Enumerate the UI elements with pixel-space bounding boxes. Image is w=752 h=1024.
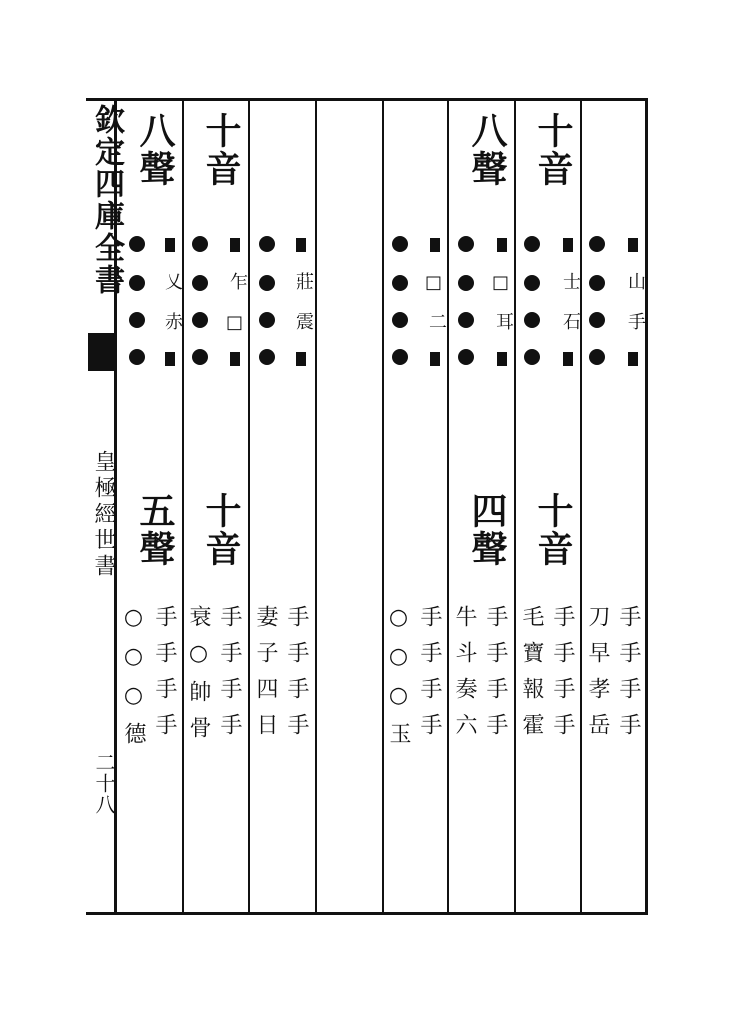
column-char: 耳	[493, 312, 514, 330]
column-row-primary: 手手手手	[550, 605, 575, 749]
dot-symbol	[524, 312, 540, 328]
column-head: 十音	[532, 112, 574, 188]
dot-symbol	[259, 349, 275, 365]
column-char: 莊	[293, 272, 314, 290]
column-divider	[382, 98, 384, 915]
dot-symbol	[192, 312, 208, 328]
dot-symbol	[259, 275, 275, 291]
block-symbol	[628, 352, 638, 366]
dot-symbol	[458, 236, 474, 252]
dot-symbol	[392, 275, 408, 291]
column-row-primary: 手手手手	[284, 605, 309, 749]
column-row-secondary: 毛寶報霍	[519, 605, 544, 749]
block-symbol	[497, 352, 507, 366]
column-char: 赤	[162, 312, 183, 330]
dot-symbol	[192, 236, 208, 252]
block-symbol	[296, 238, 306, 252]
column-head: 八聲	[466, 112, 508, 188]
block-symbol	[430, 238, 440, 252]
dot-symbol	[192, 275, 208, 291]
column-row-secondary: ○○○德	[121, 605, 146, 758]
dot-symbol	[129, 275, 145, 291]
column-row-primary: 手手手手	[616, 605, 641, 749]
dot-symbol	[129, 349, 145, 365]
column-tail-head: 五聲	[134, 492, 176, 568]
column-char: 石	[560, 312, 581, 330]
column-tail-head: 十音	[200, 492, 242, 568]
block-symbol	[563, 352, 573, 366]
dot-symbol	[392, 312, 408, 328]
column-char: □	[423, 272, 444, 293]
column-divider	[514, 98, 516, 915]
column-row-primary: 手手手手	[417, 605, 442, 749]
column-divider	[182, 98, 184, 915]
dot-symbol	[129, 236, 145, 252]
dot-symbol	[458, 349, 474, 365]
dot-symbol	[259, 312, 275, 328]
column-row-secondary: 刀早孝岳	[585, 605, 610, 749]
margin-book-title: 皇極經世書	[91, 450, 116, 580]
dot-symbol	[589, 312, 605, 328]
column-char: 手	[625, 312, 646, 330]
column-divider	[315, 98, 317, 915]
column-row-secondary: 牛斗奏六	[452, 605, 477, 749]
column-divider	[580, 98, 582, 915]
block-symbol	[230, 352, 240, 366]
column-char: 震	[293, 312, 314, 330]
column-char: □	[490, 272, 511, 293]
block-symbol	[563, 238, 573, 252]
column-char: 山	[625, 272, 646, 290]
top-border	[86, 98, 646, 101]
column-row-secondary: 衰○帥骨	[186, 605, 211, 752]
block-symbol	[165, 352, 175, 366]
dot-symbol	[589, 236, 605, 252]
dot-symbol	[589, 349, 605, 365]
column-head: 八聲	[134, 112, 176, 188]
column-divider	[447, 98, 449, 915]
column-char: 乂	[162, 272, 183, 290]
column-row-primary: 手手手手	[217, 605, 242, 749]
dot-symbol	[129, 312, 145, 328]
block-symbol	[230, 238, 240, 252]
column-row-primary: 手手手手	[483, 605, 508, 749]
block-symbol	[628, 238, 638, 252]
dot-symbol	[524, 236, 540, 252]
bottom-border	[86, 912, 646, 915]
margin-title: 欽定四庫全書	[89, 104, 124, 296]
dot-symbol	[524, 349, 540, 365]
block-symbol	[296, 352, 306, 366]
dot-symbol	[589, 275, 605, 291]
fish-tail-mark	[88, 333, 114, 371]
column-tail-head: 四聲	[466, 492, 508, 568]
column-head: 十音	[200, 112, 242, 188]
right-border	[645, 98, 648, 915]
dot-symbol	[392, 236, 408, 252]
margin-page-number: 二十八	[92, 752, 116, 815]
block-symbol	[497, 238, 507, 252]
block-symbol	[430, 352, 440, 366]
dot-symbol	[458, 312, 474, 328]
column-row-secondary: 妻子四日	[253, 605, 278, 749]
dot-symbol	[524, 275, 540, 291]
column-tail-head: 十音	[532, 492, 574, 568]
column-char: 乍	[227, 272, 248, 290]
column-char: □	[224, 312, 245, 333]
dot-symbol	[392, 349, 408, 365]
dot-symbol	[458, 275, 474, 291]
column-row-primary: 手手手手	[152, 605, 177, 749]
column-char: 士	[560, 272, 581, 290]
dot-symbol	[259, 236, 275, 252]
block-symbol	[165, 238, 175, 252]
dot-symbol	[192, 349, 208, 365]
column-divider	[248, 98, 250, 915]
column-char: 二	[426, 312, 447, 330]
column-row-secondary: ○○○玉	[386, 605, 411, 758]
